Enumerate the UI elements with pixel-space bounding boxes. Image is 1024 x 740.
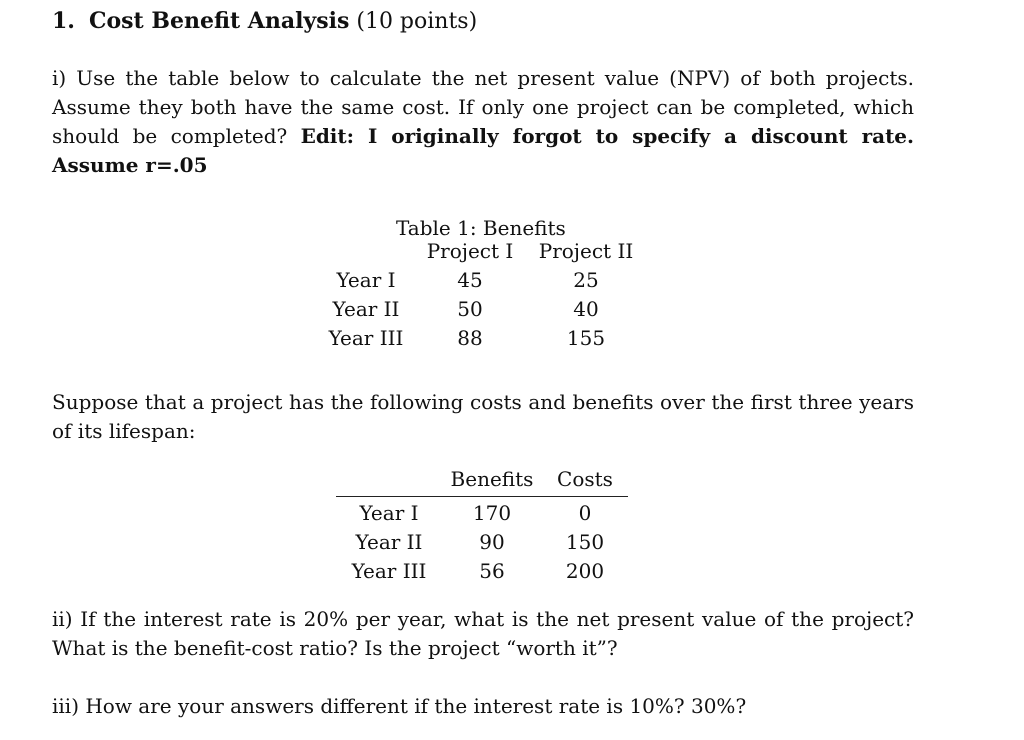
- question-heading: [52, 6, 477, 37]
- table1-col-header: Project II: [538, 239, 634, 263]
- table-row: [336, 497, 628, 529]
- part-ii-text: ii) If the interest rate is 20% per year, what is the net present value of the project? What is the benefit-cost ratio? Is the project “worth it”?: [52, 607, 914, 660]
- table-row: [318, 295, 646, 324]
- table-cell: 50: [457, 297, 483, 321]
- question-number: 1.: [52, 8, 75, 34]
- part-i-text: [52, 64, 914, 180]
- table-cell: 170: [472, 501, 512, 525]
- table1-caption: Table 1: Benefits: [396, 216, 566, 240]
- table2-col-header: Benefits: [450, 467, 534, 491]
- table-cell: 45: [457, 268, 483, 292]
- part-i-edit-note: Edit: I originally forgot to specify a discount rate. Assume r=.05: [52, 124, 914, 177]
- row-label: Year II: [332, 297, 400, 321]
- table-cell: 40: [573, 297, 599, 321]
- table2-col-header: Costs: [557, 467, 613, 491]
- table-row: [318, 324, 646, 353]
- table-cell: 150: [565, 530, 605, 554]
- table1-corner: [318, 237, 414, 266]
- table1-benefits: [318, 237, 646, 353]
- question-title: Cost Benefit Analysis: [88, 8, 350, 34]
- table2-header-row: [336, 465, 628, 497]
- row-label: Year III: [328, 326, 404, 350]
- part-iii-text: iii) How are your answers different if the interest rate is 10%? 30%?: [52, 694, 747, 718]
- costs-benefits-intro: Suppose that a project has the following costs and benefits over the first three years of its lifespan:: [52, 390, 914, 443]
- table-cell: 0: [578, 501, 592, 525]
- table-cell: 25: [573, 268, 599, 292]
- table1-col-header: Project I: [426, 239, 514, 263]
- table2-costs-benefits: [336, 465, 628, 586]
- row-label: Year III: [351, 559, 427, 583]
- table-cell: 155: [566, 326, 606, 350]
- row-label: Year I: [359, 501, 419, 525]
- row-label: Year I: [336, 268, 396, 292]
- table2-corner: [336, 465, 442, 497]
- table-row: [318, 266, 646, 295]
- part-i-question: i) Use the table below to calculate the net present value (NPV) of both projects. Assume they both have the same cost. If only one project can be completed, which should be completed?: [52, 66, 914, 148]
- row-label: Year II: [355, 530, 423, 554]
- table-row: [336, 528, 628, 557]
- table-cell: 88: [457, 326, 483, 350]
- table-cell: 90: [479, 530, 505, 554]
- table-cell: 200: [565, 559, 605, 583]
- table1-header-row: [318, 237, 646, 266]
- table-cell: 56: [479, 559, 505, 583]
- question-points: (10 points): [356, 9, 478, 34]
- table-row: [336, 557, 628, 586]
